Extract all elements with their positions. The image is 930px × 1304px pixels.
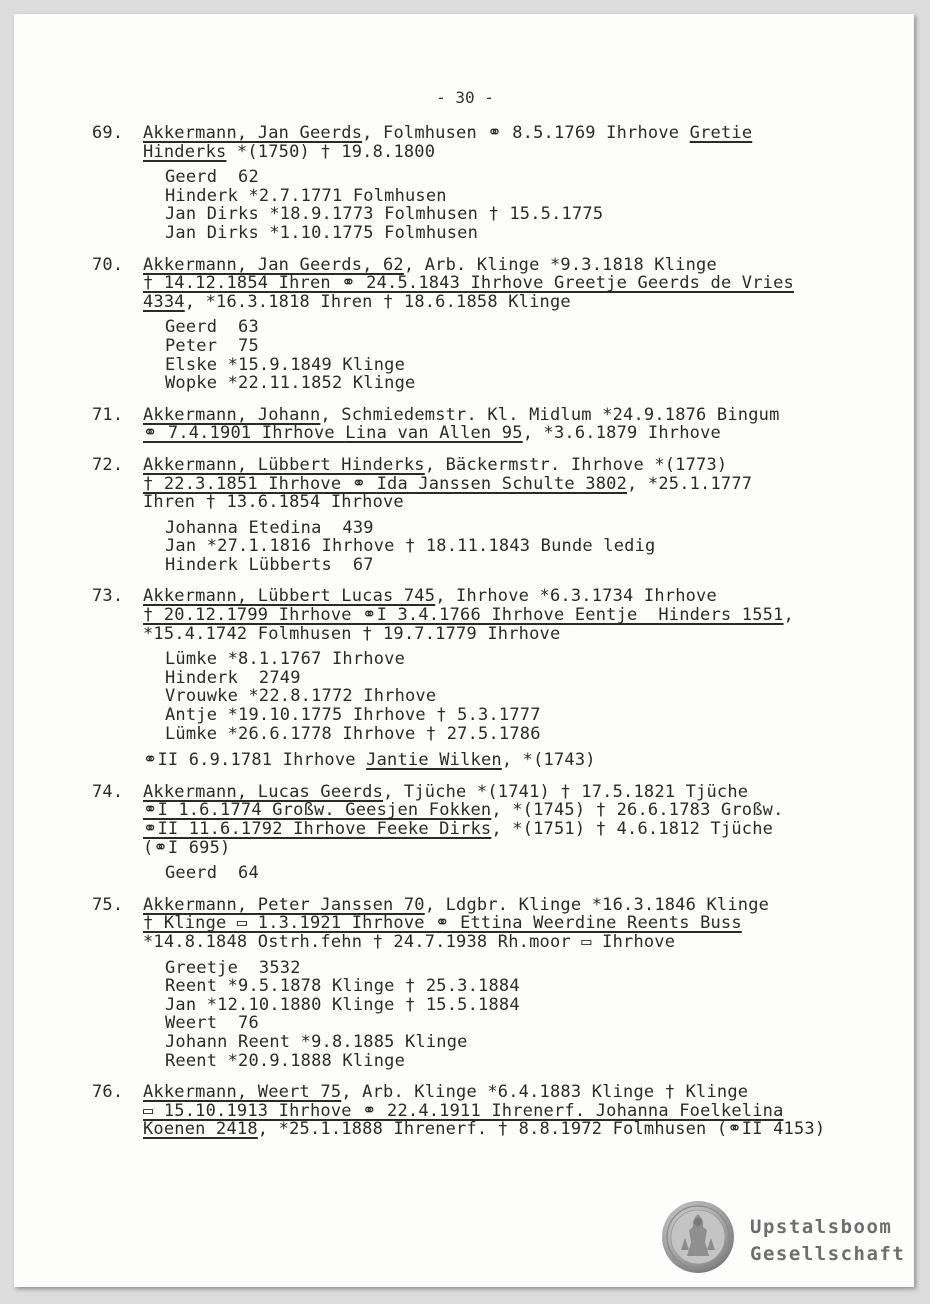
child-item: Elske *15.9.1849 Klinge <box>165 354 406 375</box>
entry-line <box>143 406 872 425</box>
underlined-text: Akkermann, Jan Geerds <box>143 123 363 143</box>
text-segment: , *16.3.1818 Ihren † 18.6.1858 Klinge <box>184 291 571 312</box>
text-segment: (⚭I 695) <box>143 837 231 858</box>
entry-number: 69. <box>92 123 124 143</box>
child-item: Antje *19.10.1775 Ihrhove † 5.3.1777 <box>165 705 541 726</box>
entry-line <box>143 256 872 275</box>
entry-number: 72. <box>92 454 124 475</box>
entry-line <box>143 896 872 915</box>
child-item: Geerd 62 <box>165 167 259 188</box>
underlined-text: † 20.12.1799 Ihrhove ⚭I 3.4.1766 Ihrhove <box>143 605 575 626</box>
society-name-line2: Gesellschaft <box>750 1243 906 1265</box>
text-segment: , Ihrhove *6.3.1734 Ihrhove <box>435 586 717 607</box>
child-item: Hinderk *2.7.1771 Folmhusen <box>165 185 447 206</box>
entry-line <box>143 820 872 839</box>
children-list <box>143 519 872 575</box>
genealogy-entry <box>92 124 872 243</box>
underlined-text: Akkermann, Jan Geerds, 62 <box>143 254 404 275</box>
child-item: Peter 75 <box>165 335 259 356</box>
child-item: Lümke *8.1.1767 Ihrhove <box>165 649 406 670</box>
entry-line <box>143 274 872 293</box>
underlined-text: † 22.3.1851 Ihrhove ⚭ <box>143 473 377 494</box>
text-segment: , Ldgbr. Klinge *16.3.1846 Klinge <box>424 894 770 915</box>
underlined-text: Eentje Hinders 1551 <box>574 605 784 626</box>
entry-line <box>143 606 872 625</box>
child-item: Hinderk 2749 <box>165 667 301 688</box>
text-segment: , *3.6.1879 Ihrhove <box>522 423 721 444</box>
page-number: - 30 - <box>436 88 494 107</box>
underlined-text: Gretie <box>689 123 753 143</box>
underlined-text: Ida Janssen Schulte 3802 <box>376 473 628 494</box>
underlined-text: Hinderks <box>143 141 227 162</box>
entry-number: 76. <box>92 1082 124 1103</box>
underlined-text: 4334 <box>143 291 185 312</box>
text-segment: , *(1743) <box>501 750 596 771</box>
genealogy-entry <box>92 456 872 575</box>
child-item: Geerd 63 <box>165 317 259 338</box>
text-segment: ⚭II 6.9.1781 Ihrhove <box>143 750 367 771</box>
children-list <box>143 318 872 392</box>
underlined-text: Koenen 2418 <box>143 1119 258 1140</box>
child-item: Johann Reent *9.8.1885 Klinge <box>165 1031 468 1052</box>
underlined-text: Greetje Geerds de Vries <box>553 273 794 294</box>
entry-line <box>143 839 872 858</box>
underlined-text: Johanna Foelkelina <box>595 1100 784 1121</box>
underlined-text: Akkermann, Peter Janssen 70 <box>143 894 425 915</box>
entry-line <box>143 424 872 443</box>
text-segment: , Arb. Klinge *9.3.1818 Klinge <box>403 254 717 275</box>
entry-line <box>143 475 872 494</box>
child-item: Lümke *26.6.1778 Ihrhove † 27.5.1786 <box>165 723 541 744</box>
genealogy-entry <box>92 256 872 393</box>
entry-line <box>143 625 872 644</box>
underlined-text: ⚭I 1.6.1774 Großw. <box>143 800 346 821</box>
text-segment: , Folmhusen ⚭ 8.5.1769 Ihrhove <box>362 123 690 143</box>
child-item: Jan Dirks *1.10.1775 Folmhusen <box>165 222 479 243</box>
text-segment: , *25.1.1777 <box>627 473 753 494</box>
underlined-text: † 14.12.1854 Ihren ⚭ 24.5.1843 Ihrhove <box>143 273 554 294</box>
child-item: Reent *20.9.1888 Klinge <box>165 1050 406 1071</box>
underlined-text: ⚭II 11.6.1792 Ihrhove <box>143 819 377 839</box>
entry-number: 71. <box>92 404 124 425</box>
text-segment: , <box>783 605 794 626</box>
underlined-text: ⚭ 7.4.1901 Ihrhove <box>143 423 346 444</box>
entry-line <box>143 933 872 952</box>
child-item: Jan *12.10.1880 Klinge † 15.5.1884 <box>165 994 520 1015</box>
entry-line <box>143 1120 872 1139</box>
child-item: Reent *9.5.1878 Klinge † 25.3.1884 <box>165 976 520 997</box>
text-segment: , *(1745) † 26.6.1783 Großw. <box>491 800 784 821</box>
underlined-text: Ettina Weerdine Reents Buss <box>460 913 742 934</box>
entry-number: 73. <box>92 586 124 607</box>
second-marriage-line <box>143 751 872 770</box>
text-segment: , Bäckermstr. Ihrhove *(1773) <box>424 454 728 475</box>
text-segment: , Tjüche *(1741) † 17.5.1821 Tjüche <box>383 781 749 802</box>
entry-line <box>143 914 872 933</box>
underlined-text: ▭ 15.10.1913 Ihrhove ⚭ 22.4.1911 Ihrenerf. <box>143 1100 596 1121</box>
underlined-text: Lina van Allen 95 <box>345 423 523 444</box>
entry-line <box>143 293 872 312</box>
entry-number: 70. <box>92 254 124 275</box>
children-list <box>143 168 872 242</box>
text-segment: , Schmiedemstr. Kl. Midlum *24.9.1876 Bingum <box>320 404 780 425</box>
entry-line <box>143 783 872 802</box>
text-segment: Ihren † 13.6.1854 Ihrhove <box>143 492 404 513</box>
children-list <box>143 650 872 743</box>
underlined-text: Jantie Wilken <box>366 750 502 771</box>
child-item: Jan Dirks *18.9.1773 Folmhusen † 15.5.1775 <box>165 204 604 225</box>
entry-number: 75. <box>92 894 124 915</box>
child-item: Jan *27.1.1816 Ihrhove † 18.11.1843 Bunde ledig <box>165 536 656 557</box>
entry-line <box>143 493 872 512</box>
child-item: Weert 76 <box>165 1013 259 1034</box>
text-segment: *(1750) † 19.8.1800 <box>226 141 436 162</box>
genealogy-entry <box>92 783 872 883</box>
society-name-line1: Upstalsboom <box>750 1216 893 1238</box>
text-segment: *15.4.1742 Folmhusen † 19.7.1779 Ihrhove <box>143 623 561 644</box>
child-item: Greetje 3532 <box>165 957 301 978</box>
child-item: Johanna Etedina 439 <box>165 517 374 538</box>
text-segment: , Arb. Klinge *6.4.1883 Klinge † Klinge <box>341 1082 749 1103</box>
entry-line <box>143 456 872 475</box>
entry-line <box>143 124 872 143</box>
child-item: Geerd 64 <box>165 863 259 884</box>
underlined-text: Akkermann, Lübbert Lucas 745 <box>143 586 436 607</box>
underlined-text: Akkermann, Johann <box>143 404 321 425</box>
entry-line <box>143 801 872 820</box>
entry-line <box>143 587 872 606</box>
underlined-text: Akkermann, Weert 75 <box>143 1082 342 1103</box>
text-segment: , *(1751) † 4.6.1812 Tjüche <box>491 819 774 839</box>
underlined-text: Feeke Dirks <box>376 819 492 839</box>
children-list <box>143 864 872 883</box>
underlined-text: Akkermann, Lübbert Hinderks <box>143 454 425 475</box>
text-segment: *14.8.1848 Ostrh.fehn † 24.7.1938 Rh.moor ▭ Ihrhove <box>143 931 676 952</box>
child-item: Hinderk Lübberts 67 <box>165 554 374 575</box>
child-item: Vrouwke *22.8.1772 Ihrhove <box>165 686 437 707</box>
society-seal-logo <box>661 1200 735 1274</box>
underlined-text: Akkermann, Lucas Geerds <box>143 781 384 802</box>
genealogy-entry <box>92 406 872 443</box>
entry-number: 74. <box>92 781 124 802</box>
genealogy-entry <box>92 896 872 1070</box>
entry-line <box>143 1083 872 1102</box>
entry-line <box>143 1102 872 1121</box>
children-list <box>143 959 872 1071</box>
text-segment: , *25.1.1888 Ihrenerf. † 8.8.1972 Folmhusen (⚭II 4153) <box>257 1119 826 1140</box>
genealogy-entry <box>92 1083 872 1139</box>
entry-line <box>143 143 872 162</box>
underlined-text: † Klinge ▭ 1.3.1921 Ihrhove ⚭ <box>143 913 461 934</box>
genealogy-entries <box>92 124 872 1152</box>
underlined-text: Geesjen Fokken <box>345 800 492 821</box>
child-item: Wopke *22.11.1852 Klinge <box>165 373 416 394</box>
genealogy-entry <box>92 587 872 769</box>
